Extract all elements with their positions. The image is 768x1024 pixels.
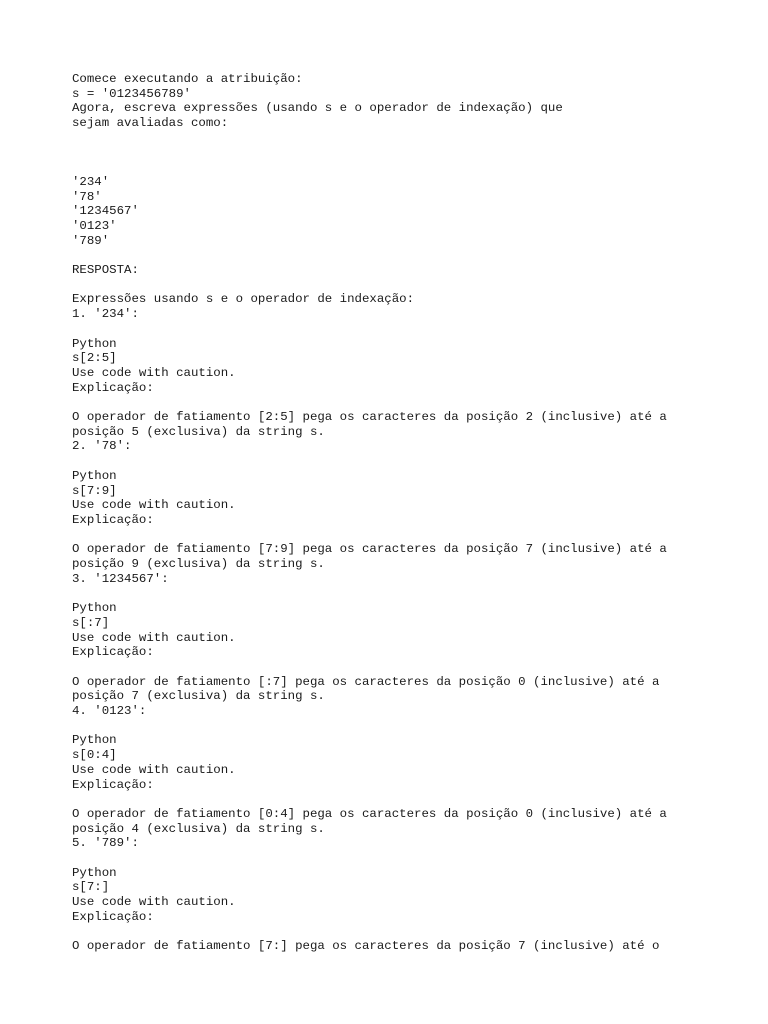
- item-heading: 4. '0123':: [72, 704, 147, 719]
- intro-assignment: s = '0123456789': [72, 86, 191, 101]
- spacer: [72, 146, 712, 161]
- spacer: [72, 925, 712, 940]
- code-language: Python: [72, 733, 117, 748]
- spacer: [72, 792, 712, 807]
- explanation-label: Explicação:: [72, 380, 154, 395]
- item-heading: 3. '1234567':: [72, 571, 169, 586]
- answer-label: RESPOSTA:: [72, 263, 139, 278]
- spacer: [72, 278, 712, 293]
- explanation-text: O operador de fatiamento [7:9] pega os caracteres da posição 7 (inclusive) até a: [72, 542, 667, 557]
- caution-note: Use code with caution.: [72, 762, 236, 777]
- spacer: [72, 248, 712, 263]
- spacer: [72, 719, 712, 734]
- explanation-text: posição 7 (exclusiva) da string s.: [72, 689, 325, 704]
- caution-note: Use code with caution.: [72, 498, 236, 513]
- code-language: Python: [72, 336, 117, 351]
- explanation-label: Explicação:: [72, 645, 154, 660]
- explanation-text: O operador de fatiamento [:7] pega os caracteres da posição 0 (inclusive) até a: [72, 674, 660, 689]
- spacer: [72, 131, 712, 146]
- spacer: [72, 322, 712, 337]
- target-value: '78': [72, 189, 102, 204]
- target-value: '789': [72, 233, 110, 248]
- explanation-text: posição 4 (exclusiva) da string s.: [72, 821, 325, 836]
- explanation-label: Explicação:: [72, 512, 154, 527]
- spacer: [72, 395, 712, 410]
- explanation-text: posição 9 (exclusiva) da string s.: [72, 557, 325, 572]
- spacer: [72, 454, 712, 469]
- caution-note: Use code with caution.: [72, 895, 236, 910]
- code-snippet: s[7:9]: [72, 483, 117, 498]
- code-snippet: s[:7]: [72, 615, 110, 630]
- item-heading: 2. '78':: [72, 439, 132, 454]
- spacer: [72, 851, 712, 866]
- target-value: '0123': [72, 218, 117, 233]
- target-value: '234': [72, 174, 110, 189]
- caution-note: Use code with caution.: [72, 630, 236, 645]
- spacer: [72, 586, 712, 601]
- item-heading: 5. '789':: [72, 836, 139, 851]
- code-language: Python: [72, 468, 117, 483]
- intro-line: sejam avaliadas como:: [72, 116, 229, 131]
- intro-line: Comece executando a atribuição:: [72, 72, 303, 86]
- code-snippet: s[0:4]: [72, 748, 117, 763]
- target-value: '1234567': [72, 204, 139, 219]
- code-snippet: s[7:]: [72, 880, 110, 895]
- explanation-label: Explicação:: [72, 777, 154, 792]
- explanation-text: posição 5 (exclusiva) da string s.: [72, 424, 325, 439]
- caution-note: Use code with caution.: [72, 365, 236, 380]
- item-heading: 1. '234':: [72, 307, 139, 322]
- answer-intro: Expressões usando s e o operador de indexação:: [72, 292, 415, 307]
- spacer: [72, 528, 712, 543]
- explanation-text: O operador de fatiamento [2:5] pega os caracteres da posição 2 (inclusive) até a: [72, 410, 667, 425]
- code-snippet: s[2:5]: [72, 351, 117, 366]
- explanation-label: Explicação:: [72, 909, 154, 924]
- explanation-text: O operador de fatiamento [7:] pega os caracteres da posição 7 (inclusive) até o: [72, 939, 660, 954]
- spacer: [72, 160, 712, 175]
- document-page: [72, 72, 712, 954]
- intro-line: Agora, escreva expressões (usando s e o operador de indexação) que: [72, 101, 563, 116]
- explanation-text: O operador de fatiamento [0:4] pega os caracteres da posição 0 (inclusive) até a: [72, 806, 667, 821]
- code-language: Python: [72, 865, 117, 880]
- code-language: Python: [72, 601, 117, 616]
- spacer: [72, 660, 712, 675]
